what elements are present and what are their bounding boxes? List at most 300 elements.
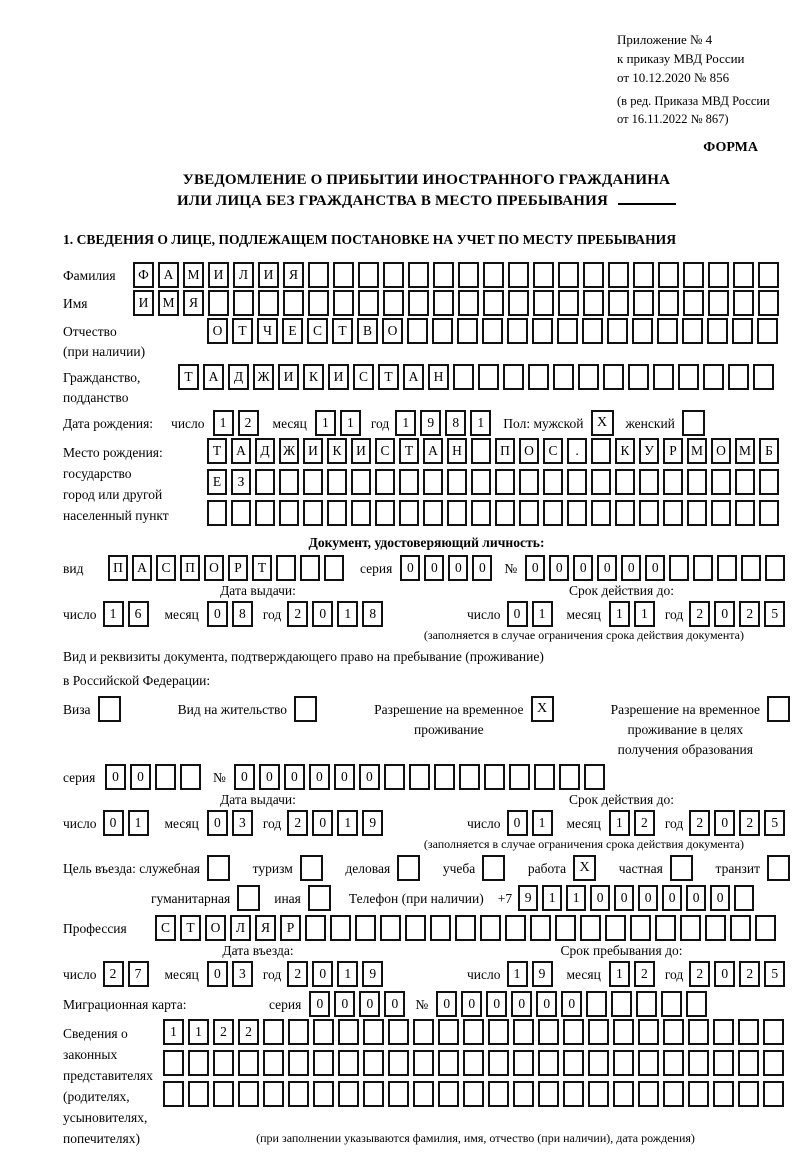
char-box[interactable]: 0	[207, 961, 228, 987]
char-box[interactable]: 3	[232, 810, 253, 836]
char-box[interactable]	[628, 364, 649, 390]
char-box[interactable]	[207, 500, 227, 526]
char-box[interactable]	[327, 469, 347, 495]
char-box[interactable]: 1	[532, 601, 553, 627]
char-box[interactable]	[688, 1050, 709, 1076]
char-box[interactable]: 1	[566, 885, 586, 911]
char-box[interactable]: О	[207, 318, 228, 344]
char-box[interactable]	[213, 1081, 234, 1107]
char-box[interactable]: Т	[252, 555, 272, 581]
char-box[interactable]	[688, 1081, 709, 1107]
char-box[interactable]: М	[183, 262, 204, 288]
char-box[interactable]	[338, 1081, 359, 1107]
char-box[interactable]	[407, 318, 428, 344]
char-box[interactable]	[503, 364, 524, 390]
char-box[interactable]: 9	[532, 961, 553, 987]
char-box[interactable]: Ф	[133, 262, 154, 288]
char-box[interactable]	[288, 1019, 309, 1045]
char-box[interactable]	[383, 290, 404, 316]
char-box[interactable]: 3	[232, 961, 253, 987]
temp-residence-edu-checkbox[interactable]	[767, 696, 790, 722]
char-box[interactable]: 1	[340, 410, 361, 436]
char-box[interactable]: 0	[645, 555, 665, 581]
char-box[interactable]	[513, 1019, 534, 1045]
char-box[interactable]: Д	[255, 438, 275, 464]
char-box[interactable]: О	[711, 438, 731, 464]
char-box[interactable]	[658, 290, 679, 316]
char-box[interactable]	[591, 500, 611, 526]
char-box[interactable]	[708, 262, 729, 288]
char-box[interactable]: 0	[536, 991, 557, 1017]
char-box[interactable]	[713, 1019, 734, 1045]
char-box[interactable]	[759, 500, 779, 526]
purpose-official-checkbox[interactable]	[207, 855, 230, 881]
char-box[interactable]	[567, 500, 587, 526]
char-box[interactable]	[358, 290, 379, 316]
char-box[interactable]	[653, 364, 674, 390]
char-box[interactable]: С	[375, 438, 395, 464]
char-box[interactable]	[563, 1081, 584, 1107]
char-box[interactable]	[432, 318, 453, 344]
char-box[interactable]: И	[133, 290, 154, 316]
char-box[interactable]	[763, 1019, 784, 1045]
char-box[interactable]	[688, 1019, 709, 1045]
char-box[interactable]: 0	[486, 991, 507, 1017]
char-box[interactable]: А	[132, 555, 152, 581]
char-box[interactable]	[324, 555, 344, 581]
char-box[interactable]	[707, 318, 728, 344]
char-box[interactable]	[483, 290, 504, 316]
char-box[interactable]: Т	[399, 438, 419, 464]
char-box[interactable]: Т	[232, 318, 253, 344]
sex-female-checkbox[interactable]	[682, 410, 705, 436]
char-box[interactable]	[430, 915, 451, 941]
char-box[interactable]	[163, 1081, 184, 1107]
char-box[interactable]	[457, 318, 478, 344]
char-box[interactable]	[687, 469, 707, 495]
char-box[interactable]	[533, 290, 554, 316]
char-box[interactable]: О	[205, 915, 226, 941]
char-box[interactable]	[308, 262, 329, 288]
char-box[interactable]: 1	[337, 601, 358, 627]
char-box[interactable]	[263, 1050, 284, 1076]
char-box[interactable]	[734, 885, 754, 911]
char-box[interactable]	[351, 500, 371, 526]
char-box[interactable]: 2	[287, 601, 308, 627]
char-box[interactable]	[603, 364, 624, 390]
char-box[interactable]: Н	[428, 364, 449, 390]
char-box[interactable]	[543, 469, 563, 495]
char-box[interactable]: 1	[128, 810, 149, 836]
char-box[interactable]: Н	[447, 438, 467, 464]
purpose-other-checkbox[interactable]	[308, 885, 331, 911]
char-box[interactable]	[388, 1081, 409, 1107]
char-box[interactable]	[663, 1081, 684, 1107]
char-box[interactable]	[388, 1019, 409, 1045]
char-box[interactable]	[363, 1019, 384, 1045]
char-box[interactable]: 9	[362, 961, 383, 987]
char-box[interactable]	[459, 764, 480, 790]
char-box[interactable]	[463, 1050, 484, 1076]
char-box[interactable]: И	[278, 364, 299, 390]
char-box[interactable]	[735, 500, 755, 526]
char-box[interactable]	[333, 290, 354, 316]
char-box[interactable]: 0	[662, 885, 682, 911]
char-box[interactable]	[255, 469, 275, 495]
char-box[interactable]	[678, 364, 699, 390]
char-box[interactable]: 0	[507, 601, 528, 627]
char-box[interactable]	[505, 915, 526, 941]
char-box[interactable]: 1	[634, 601, 655, 627]
char-box[interactable]	[687, 500, 707, 526]
char-box[interactable]	[313, 1019, 334, 1045]
char-box[interactable]	[578, 364, 599, 390]
char-box[interactable]	[613, 1019, 634, 1045]
char-box[interactable]	[528, 364, 549, 390]
char-box[interactable]	[638, 1081, 659, 1107]
char-box[interactable]: 8	[445, 410, 466, 436]
char-box[interactable]: 0	[461, 991, 482, 1017]
char-box[interactable]	[471, 500, 491, 526]
char-box[interactable]	[705, 915, 726, 941]
char-box[interactable]	[713, 1081, 734, 1107]
char-box[interactable]: З	[231, 469, 251, 495]
char-box[interactable]	[591, 438, 611, 464]
char-box[interactable]	[555, 915, 576, 941]
char-box[interactable]	[758, 262, 779, 288]
char-box[interactable]	[433, 262, 454, 288]
char-box[interactable]: С	[543, 438, 563, 464]
char-box[interactable]: А	[231, 438, 251, 464]
char-box[interactable]	[163, 1050, 184, 1076]
char-box[interactable]	[655, 915, 676, 941]
char-box[interactable]	[351, 469, 371, 495]
char-box[interactable]	[238, 1081, 259, 1107]
char-box[interactable]	[303, 469, 323, 495]
char-box[interactable]: С	[353, 364, 374, 390]
char-box[interactable]: 1	[532, 810, 553, 836]
char-box[interactable]	[305, 915, 326, 941]
char-box[interactable]: Ч	[257, 318, 278, 344]
char-box[interactable]: 1	[163, 1019, 184, 1045]
temp-residence-checkbox[interactable]: X	[531, 696, 554, 722]
char-box[interactable]: 0	[590, 885, 610, 911]
char-box[interactable]	[303, 500, 323, 526]
char-box[interactable]: 0	[334, 764, 355, 790]
char-box[interactable]	[433, 290, 454, 316]
char-box[interactable]: 0	[234, 764, 255, 790]
char-box[interactable]: 0	[525, 555, 545, 581]
char-box[interactable]: 0	[309, 764, 330, 790]
char-box[interactable]: И	[258, 262, 279, 288]
char-box[interactable]: 8	[362, 601, 383, 627]
char-box[interactable]: 0	[359, 764, 380, 790]
char-box[interactable]: Я	[255, 915, 276, 941]
char-box[interactable]	[713, 1050, 734, 1076]
char-box[interactable]	[639, 469, 659, 495]
purpose-work-checkbox[interactable]: X	[573, 855, 596, 881]
char-box[interactable]	[586, 991, 607, 1017]
char-box[interactable]: 2	[213, 1019, 234, 1045]
char-box[interactable]	[458, 262, 479, 288]
char-box[interactable]	[711, 500, 731, 526]
char-box[interactable]	[463, 1081, 484, 1107]
char-box[interactable]: 2	[739, 961, 760, 987]
char-box[interactable]	[669, 555, 689, 581]
char-box[interactable]: Ж	[279, 438, 299, 464]
char-box[interactable]	[188, 1050, 209, 1076]
char-box[interactable]: 0	[597, 555, 617, 581]
char-box[interactable]: 0	[334, 991, 355, 1017]
char-box[interactable]	[582, 318, 603, 344]
char-box[interactable]: 1	[337, 810, 358, 836]
char-box[interactable]	[630, 915, 651, 941]
char-box[interactable]	[438, 1019, 459, 1045]
char-box[interactable]: 0	[710, 885, 730, 911]
char-box[interactable]	[591, 469, 611, 495]
char-box[interactable]: О	[519, 438, 539, 464]
char-box[interactable]: 1	[337, 961, 358, 987]
char-box[interactable]	[615, 500, 635, 526]
char-box[interactable]	[508, 290, 529, 316]
char-box[interactable]	[484, 764, 505, 790]
char-box[interactable]	[231, 500, 251, 526]
char-box[interactable]	[753, 364, 774, 390]
char-box[interactable]	[413, 1050, 434, 1076]
char-box[interactable]	[613, 1050, 634, 1076]
char-box[interactable]	[693, 555, 713, 581]
char-box[interactable]	[583, 262, 604, 288]
purpose-tourism-checkbox[interactable]	[300, 855, 323, 881]
char-box[interactable]: Р	[663, 438, 683, 464]
char-box[interactable]	[478, 364, 499, 390]
char-box[interactable]: О	[204, 555, 224, 581]
char-box[interactable]	[633, 290, 654, 316]
char-box[interactable]	[733, 262, 754, 288]
char-box[interactable]	[388, 1050, 409, 1076]
char-box[interactable]	[519, 500, 539, 526]
char-box[interactable]: 0	[511, 991, 532, 1017]
char-box[interactable]: 2	[238, 410, 259, 436]
char-box[interactable]	[300, 555, 320, 581]
char-box[interactable]	[638, 1019, 659, 1045]
char-box[interactable]	[759, 469, 779, 495]
char-box[interactable]: 0	[448, 555, 468, 581]
char-box[interactable]: 2	[238, 1019, 259, 1045]
char-box[interactable]: П	[180, 555, 200, 581]
char-box[interactable]	[327, 500, 347, 526]
char-box[interactable]	[355, 915, 376, 941]
char-box[interactable]: 0	[714, 601, 735, 627]
char-box[interactable]: М	[735, 438, 755, 464]
char-box[interactable]: 1	[507, 961, 528, 987]
char-box[interactable]	[530, 915, 551, 941]
char-box[interactable]	[633, 262, 654, 288]
char-box[interactable]: 8	[232, 601, 253, 627]
char-box[interactable]	[534, 764, 555, 790]
char-box[interactable]: 1	[213, 410, 234, 436]
char-box[interactable]: 1	[315, 410, 336, 436]
char-box[interactable]: 1	[542, 885, 562, 911]
char-box[interactable]	[509, 764, 530, 790]
char-box[interactable]	[458, 290, 479, 316]
char-box[interactable]	[558, 262, 579, 288]
char-box[interactable]	[567, 469, 587, 495]
char-box[interactable]: 1	[609, 961, 630, 987]
char-box[interactable]	[553, 364, 574, 390]
char-box[interactable]: Ж	[253, 364, 274, 390]
char-box[interactable]	[682, 318, 703, 344]
char-box[interactable]	[559, 764, 580, 790]
char-box[interactable]: 0	[714, 961, 735, 987]
char-box[interactable]	[488, 1050, 509, 1076]
char-box[interactable]: 2	[739, 601, 760, 627]
char-box[interactable]: В	[357, 318, 378, 344]
char-box[interactable]	[279, 500, 299, 526]
purpose-transit-checkbox[interactable]	[767, 855, 790, 881]
char-box[interactable]	[495, 500, 515, 526]
char-box[interactable]	[615, 469, 635, 495]
char-box[interactable]: Л	[233, 262, 254, 288]
purpose-study-checkbox[interactable]	[482, 855, 505, 881]
char-box[interactable]	[728, 364, 749, 390]
char-box[interactable]	[765, 555, 785, 581]
char-box[interactable]	[330, 915, 351, 941]
char-box[interactable]	[608, 290, 629, 316]
char-box[interactable]: К	[303, 364, 324, 390]
char-box[interactable]	[661, 991, 682, 1017]
purpose-humanitarian-checkbox[interactable]	[237, 885, 260, 911]
char-box[interactable]	[611, 991, 632, 1017]
char-box[interactable]	[757, 318, 778, 344]
char-box[interactable]: 0	[312, 601, 333, 627]
char-box[interactable]: 0	[359, 991, 380, 1017]
char-box[interactable]	[533, 262, 554, 288]
char-box[interactable]	[338, 1050, 359, 1076]
char-box[interactable]: 2	[634, 961, 655, 987]
char-box[interactable]	[308, 290, 329, 316]
char-box[interactable]	[605, 915, 626, 941]
char-box[interactable]: 0	[549, 555, 569, 581]
char-box[interactable]	[563, 1019, 584, 1045]
char-box[interactable]: 0	[103, 810, 124, 836]
char-box[interactable]: Е	[282, 318, 303, 344]
char-box[interactable]	[480, 915, 501, 941]
char-box[interactable]	[263, 1019, 284, 1045]
char-box[interactable]	[363, 1081, 384, 1107]
purpose-private-checkbox[interactable]	[670, 855, 693, 881]
char-box[interactable]	[482, 318, 503, 344]
char-box[interactable]: 0	[436, 991, 457, 1017]
char-box[interactable]: Т	[332, 318, 353, 344]
char-box[interactable]: 2	[287, 961, 308, 987]
char-box[interactable]	[588, 1050, 609, 1076]
char-box[interactable]	[703, 364, 724, 390]
char-box[interactable]	[686, 991, 707, 1017]
char-box[interactable]: С	[307, 318, 328, 344]
char-box[interactable]: 1	[609, 810, 630, 836]
char-box[interactable]: Т	[207, 438, 227, 464]
char-box[interactable]	[471, 438, 491, 464]
char-box[interactable]: 9	[420, 410, 441, 436]
char-box[interactable]: 0	[207, 810, 228, 836]
char-box[interactable]: И	[208, 262, 229, 288]
char-box[interactable]: А	[423, 438, 443, 464]
char-box[interactable]	[758, 290, 779, 316]
char-box[interactable]	[519, 469, 539, 495]
char-box[interactable]	[735, 469, 755, 495]
char-box[interactable]	[733, 290, 754, 316]
char-box[interactable]	[180, 764, 201, 790]
char-box[interactable]	[663, 500, 683, 526]
char-box[interactable]: П	[108, 555, 128, 581]
char-box[interactable]	[238, 1050, 259, 1076]
char-box[interactable]: О	[382, 318, 403, 344]
char-box[interactable]	[532, 318, 553, 344]
char-box[interactable]	[680, 915, 701, 941]
visa-checkbox[interactable]	[98, 696, 121, 722]
char-box[interactable]: Я	[183, 290, 204, 316]
char-box[interactable]	[488, 1081, 509, 1107]
char-box[interactable]	[741, 555, 761, 581]
char-box[interactable]	[405, 915, 426, 941]
char-box[interactable]: 2	[287, 810, 308, 836]
char-box[interactable]	[507, 318, 528, 344]
char-box[interactable]	[408, 290, 429, 316]
char-box[interactable]: 0	[561, 991, 582, 1017]
purpose-business-checkbox[interactable]	[397, 855, 420, 881]
char-box[interactable]	[508, 262, 529, 288]
char-box[interactable]	[188, 1081, 209, 1107]
char-box[interactable]	[384, 764, 405, 790]
char-box[interactable]	[483, 262, 504, 288]
char-box[interactable]: 0	[284, 764, 305, 790]
char-box[interactable]: Т	[378, 364, 399, 390]
char-box[interactable]: 0	[472, 555, 492, 581]
char-box[interactable]	[738, 1081, 759, 1107]
char-box[interactable]	[233, 290, 254, 316]
char-box[interactable]	[663, 1019, 684, 1045]
char-box[interactable]	[663, 1050, 684, 1076]
char-box[interactable]	[683, 262, 704, 288]
char-box[interactable]	[580, 915, 601, 941]
char-box[interactable]	[658, 262, 679, 288]
char-box[interactable]	[711, 469, 731, 495]
char-box[interactable]: 2	[739, 810, 760, 836]
char-box[interactable]: 0	[638, 885, 658, 911]
char-box[interactable]: Д	[228, 364, 249, 390]
char-box[interactable]: 0	[621, 555, 641, 581]
char-box[interactable]	[399, 500, 419, 526]
char-box[interactable]: У	[639, 438, 659, 464]
char-box[interactable]	[313, 1081, 334, 1107]
char-box[interactable]	[283, 290, 304, 316]
char-box[interactable]: Л	[230, 915, 251, 941]
char-box[interactable]: 1	[395, 410, 416, 436]
char-box[interactable]: 0	[714, 810, 735, 836]
char-box[interactable]: .	[567, 438, 587, 464]
char-box[interactable]	[288, 1081, 309, 1107]
char-box[interactable]: 0	[259, 764, 280, 790]
char-box[interactable]	[358, 262, 379, 288]
char-box[interactable]	[663, 469, 683, 495]
char-box[interactable]: К	[615, 438, 635, 464]
char-box[interactable]	[636, 991, 657, 1017]
char-box[interactable]: С	[155, 915, 176, 941]
char-box[interactable]: 0	[312, 961, 333, 987]
char-box[interactable]	[438, 1050, 459, 1076]
char-box[interactable]	[638, 1050, 659, 1076]
